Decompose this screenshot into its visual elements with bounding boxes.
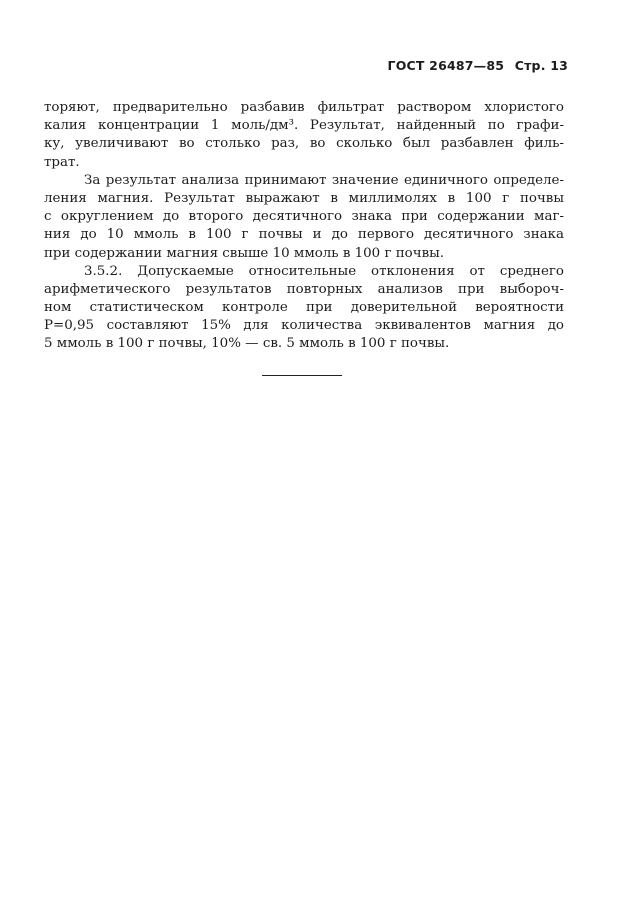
text-line: ления магния. Результат выражают в миллимолях в 100 г почвы <box>44 190 564 206</box>
text-line: ния до 10 ммоль в 100 г почвы и до первого десятичного знака <box>44 227 564 243</box>
text-line: трат. <box>44 154 80 170</box>
paragraph-result <box>44 172 564 263</box>
page-header <box>388 58 568 73</box>
end-divider <box>262 375 342 376</box>
paragraph-deviations <box>44 263 564 354</box>
standard-number: ГОСТ 26487—85 <box>387 58 505 73</box>
text-line: ку, увеличивают во столько раз, во сколько был разбавлен филь- <box>44 136 564 152</box>
text-line: арифметического результатов повторных анализов при выбороч- <box>44 281 564 297</box>
text-line: при содержании магния свыше 10 ммоль в 100 г почвы. <box>44 245 445 261</box>
text-line: 5 ммоль в 100 г почвы, 10% — св. 5 ммоль в 100 г почвы. <box>44 336 450 352</box>
text-line: калия концентрации 1 моль/дм³. Результат, найденный по графи- <box>44 118 564 134</box>
text-line: Р=0,95 составляют 15% для количества эквивалентов магния до <box>44 318 564 334</box>
text-line: торяют, предварительно разбавив фильтрат раствором хлористого <box>44 100 564 115</box>
text-line: За результат анализа принимают значение единичного определе- <box>84 172 564 188</box>
text-line: ном статистическом контроле при доверительной вероятности <box>44 300 564 316</box>
text-line: 3.5.2. Допускаемые относительные отклонения от среднего <box>84 263 564 279</box>
page-number: Стр. 13 <box>514 58 568 73</box>
body-text <box>44 99 564 354</box>
paragraph-continuation <box>44 99 564 172</box>
text-line: с округлением до второго десятичного знака при содержании маг- <box>44 209 564 225</box>
